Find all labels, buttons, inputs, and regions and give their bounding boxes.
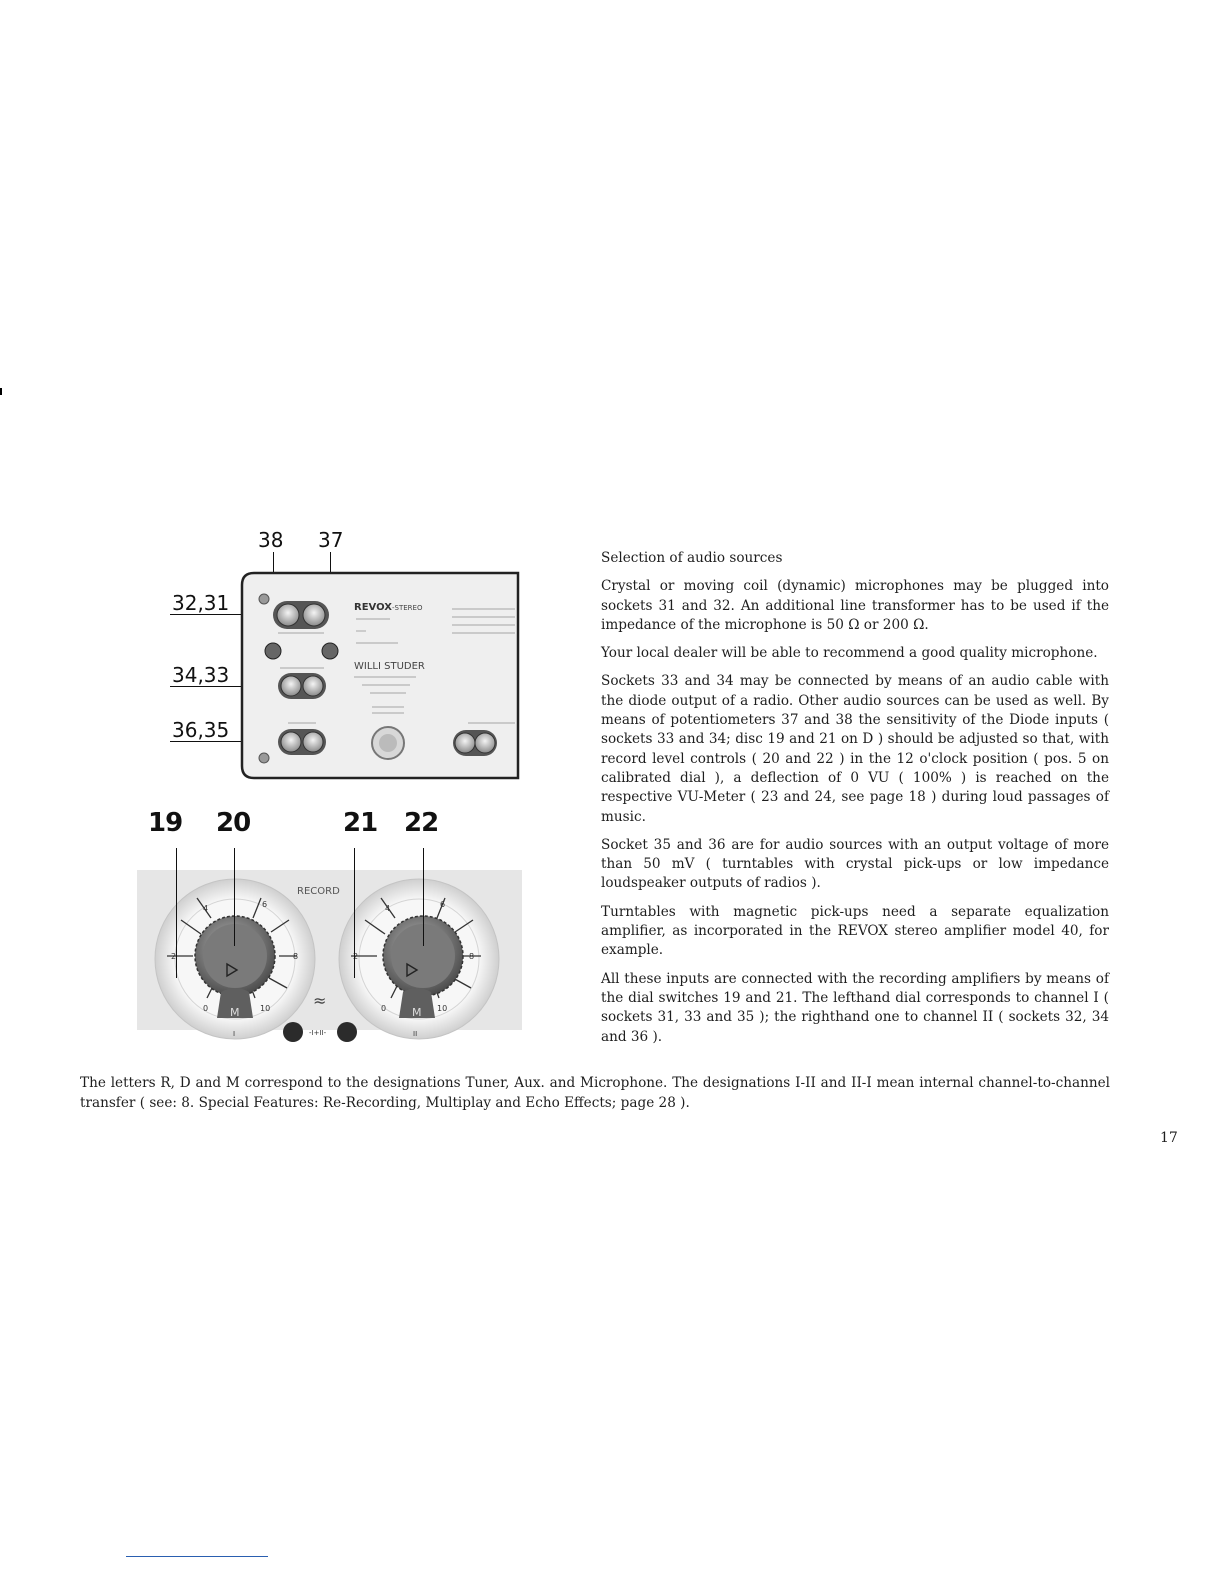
callout-34-33: 34,33 (172, 663, 230, 687)
transfer-symbol: ≈ (313, 991, 327, 1010)
right-mark-8: 8 (469, 952, 475, 961)
socket-pair-36-35 (278, 729, 326, 755)
potentiometer-38 (265, 643, 281, 659)
section-heading: Selection of audio sources (601, 550, 783, 566)
paragraph-dial-switches: All these inputs are connected with the recording amplifiers by means of the dial switches 19 and 21. The lefthand dial corresponds to channel I ( sockets 31, 33 and 35 ); the righthand one to channel II ( sockets 32, 34 and 36 ). (601, 970, 1109, 1045)
dial-left (155, 879, 315, 1039)
figure-caption: The letters R, D and M correspond to the designations Tuner, Aux. and Microphone. The designations I-II and II-I mean internal channel-to-channel transfer ( see: 8. Special Features: Re-Recording, Multiplay and Echo Effects; page 28 ). (80, 1075, 1110, 1111)
transfer-label: -I+II- (309, 1029, 327, 1037)
transfer-button-left (283, 1022, 303, 1042)
callout-37: 37 (318, 528, 344, 552)
leader-line-21 (354, 848, 355, 978)
right-mark-6: 6 (440, 900, 446, 909)
callout-21: 21 (343, 808, 378, 838)
record-label: RECORD (297, 886, 340, 897)
right-mark-10: 10 (437, 1004, 448, 1013)
paragraph-dealer: Your local dealer will be able to recommend a good quality microphone. (601, 645, 1098, 662)
left-mark-2: 2 (171, 952, 177, 961)
left-knob-letter: M (230, 1006, 240, 1019)
left-mark-10: 10 (260, 1004, 271, 1013)
left-mark-0: 0 (203, 1004, 209, 1013)
footer-rule (126, 1556, 268, 1557)
callout-20: 20 (216, 808, 251, 838)
callout-36-35: 36,35 (172, 718, 230, 742)
leader-line-20 (234, 848, 235, 946)
leader-line-19 (176, 848, 177, 978)
callout-19: 19 (148, 808, 183, 838)
callout-22: 22 (404, 808, 439, 838)
leader-line-22 (423, 848, 424, 946)
callout-38: 38 (258, 528, 284, 552)
panel-maker: WILLI STUDER (354, 661, 425, 672)
right-mark-0: 0 (381, 1004, 387, 1013)
paragraph-sockets-35-36: Socket 35 and 36 are for audio sources with an output voltage of more than 50 mV ( turntables with crystal pick-ups or low impedance loudspeaker outputs of radios ). (601, 836, 1109, 892)
socket-pair-output (453, 730, 497, 756)
transfer-button-right (337, 1022, 357, 1042)
input-panel-photo (240, 573, 518, 780)
margin-tick (0, 388, 2, 395)
panel-brand-suffix: -STEREO (392, 604, 423, 612)
socket-pair-34-33 (278, 673, 326, 699)
paragraph-diode-inputs: Sockets 33 and 34 may be connected by means of an audio cable with the diode output of a radio. Other audio sources can be used as well. By means of potentiometers 37 and 38 the sensitivity of the Diode inputs ( sockets 33 and 34; disc 19 and 21 on D ) should be adjusted so that, with record level controls ( 20 and 22 ) in the 12 o'clock position ( pos. 5 on calibrated dial ), a deflection of 0 VU ( 100% ) is reached on the respective VU-Meter ( 23 and 24, see page 18 ) during loud passages of music. (601, 673, 1109, 825)
potentiometer-37 (322, 643, 338, 659)
right-knob-letter: M (412, 1006, 422, 1019)
text-column (601, 549, 1109, 1056)
panel-brand: REVOX (354, 602, 392, 613)
record-dials-photo (137, 870, 522, 1038)
right-mark-4: 4 (385, 904, 391, 913)
right-mark-2: 2 (353, 952, 359, 961)
channel-right-label: II (413, 1030, 418, 1038)
paragraph-turntables: Turntables with magnetic pick-ups need a separate equalization amplifier, as incorporated in the REVOX stereo amplifier model 40, for example. (601, 903, 1109, 959)
channel-left-label: I (233, 1030, 236, 1038)
socket-pair-32-31 (273, 601, 329, 629)
page-number: 17 (1160, 1130, 1178, 1146)
left-mark-4: 4 (203, 904, 209, 913)
paragraph-microphones: Crystal or moving coil (dynamic) microphones may be plugged into sockets 31 and 32. An additional line transformer has to be used if the impedance of the microphone is 50 Ω or 200 Ω. (601, 578, 1109, 633)
callout-32-31: 32,31 (172, 591, 230, 615)
dial-right (339, 879, 499, 1039)
left-mark-6: 6 (262, 900, 268, 909)
left-mark-8: 8 (293, 952, 299, 961)
